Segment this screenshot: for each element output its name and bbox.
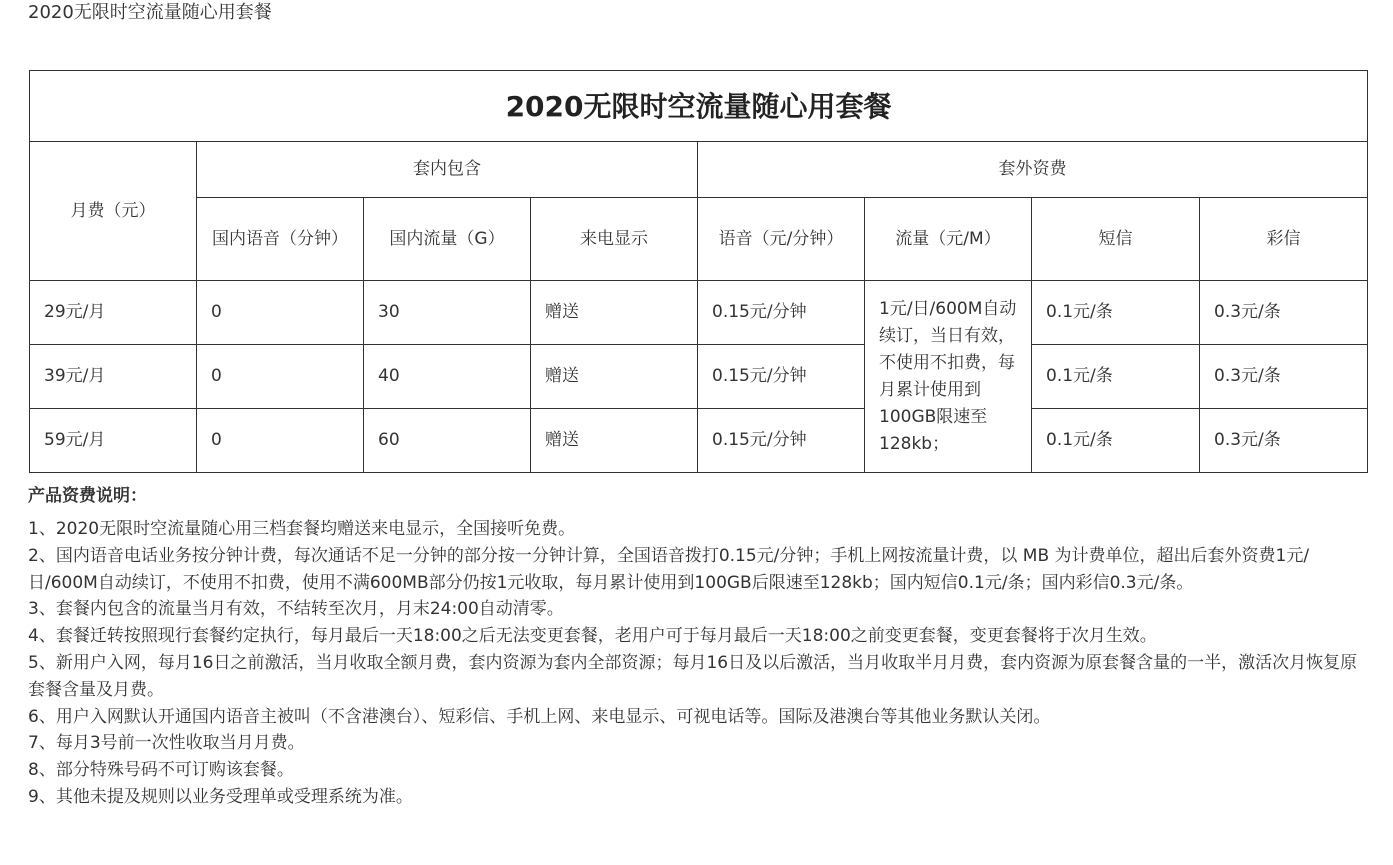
cell-voice: 0 bbox=[197, 281, 364, 345]
cell-voice-rate: 0.15元/分钟 bbox=[698, 345, 865, 409]
cell-sms: 0.1元/条 bbox=[1032, 281, 1200, 345]
page-title: 2020无限时空流量随心用套餐 bbox=[28, 2, 272, 23]
subheader-voice-rate: 语音（元/分钟） bbox=[698, 198, 865, 281]
fee-notes bbox=[28, 484, 1373, 811]
cell-data-rate: 1元/日/600M自动续订，当日有效，不使用不扣费，每月累计使用到100GB限速至128kb； bbox=[865, 281, 1032, 473]
subheader-voice-minutes: 国内语音（分钟） bbox=[197, 198, 364, 281]
cell-mms: 0.3元/条 bbox=[1200, 281, 1368, 345]
subheader-data-rate: 流量（元/M） bbox=[865, 198, 1032, 281]
cell-caller-id: 赠送 bbox=[531, 409, 698, 473]
note-item: 4、套餐迁转按照现行套餐约定执行，每月最后一天18:00之后无法变更套餐，老用户可于每月最后一天18:00之前变更套餐，变更套餐将于次月生效。 bbox=[28, 626, 1157, 647]
cell-data: 30 bbox=[364, 281, 531, 345]
subheader-mms: 彩信 bbox=[1200, 198, 1368, 281]
note-item: 1、2020无限时空流量随心用三档套餐均赠送来电显示，全国接听免费。 bbox=[28, 519, 576, 539]
header-extra: 套外资费 bbox=[698, 142, 1368, 198]
cell-voice: 0 bbox=[197, 345, 364, 409]
table-row bbox=[30, 345, 1368, 409]
table-title: 2020无限时空流量随心用套餐 bbox=[30, 71, 1368, 142]
cell-sms: 0.1元/条 bbox=[1032, 345, 1200, 409]
cell-mms: 0.3元/条 bbox=[1200, 409, 1368, 473]
cell-caller-id: 赠送 bbox=[531, 345, 698, 409]
cell-data: 40 bbox=[364, 345, 531, 409]
cell-voice-rate: 0.15元/分钟 bbox=[698, 409, 865, 473]
note-item: 3、套餐内包含的流量当月有效，不结转至次月，月末24:00自动清零。 bbox=[28, 599, 564, 620]
subheader-data-gb: 国内流量（G） bbox=[364, 198, 531, 281]
note-item: 8、部分特殊号码不可订购该套餐。 bbox=[28, 760, 294, 781]
notes-heading: 产品资费说明： bbox=[28, 486, 147, 506]
table-row bbox=[30, 281, 1368, 345]
subheader-sms: 短信 bbox=[1032, 198, 1200, 281]
cell-caller-id: 赠送 bbox=[531, 281, 698, 345]
table-row bbox=[30, 409, 1368, 473]
cell-fee: 39元/月 bbox=[30, 345, 197, 409]
subheader-caller-id: 来电显示 bbox=[531, 198, 698, 281]
cell-sms: 0.1元/条 bbox=[1032, 409, 1200, 473]
cell-data: 60 bbox=[364, 409, 531, 473]
header-included: 套内包含 bbox=[197, 142, 698, 198]
cell-voice-rate: 0.15元/分钟 bbox=[698, 281, 865, 345]
cell-fee: 59元/月 bbox=[30, 409, 197, 473]
note-item: 2、国内语音电话业务按分钟计费，每次通话不足一分钟的部分按一分钟计算，全国语音拨打0.15元/分钟；手机上网按流量计费，以 MB 为计费单位，超出后套外资费1元/日/600M自动续订，不使用不扣费，使用不满600MB部分仍按1元收取，每月累计使用到100GB后限速至128kb；国内短信0.1元/条；国内彩信0.3元/条。 bbox=[28, 545, 1310, 593]
note-item: 6、用户入网默认开通国内语音主被叫（不含港澳台）、短彩信、手机上网、来电显示、可视电话等。国际及港澳台等其他业务默认关闭。 bbox=[28, 706, 1051, 727]
cell-mms: 0.3元/条 bbox=[1200, 345, 1368, 409]
note-item: 7、每月3号前一次性收取当月月费。 bbox=[28, 733, 305, 754]
note-item: 5、新用户入网，每月16日之前激活，当月收取全额月费，套内资源为套内全部资源；每月16日及以后激活，当月收取半月月费，套内资源为原套餐含量的一半，激活次月恢复原套餐含量及月费。 bbox=[28, 652, 1358, 700]
cell-voice: 0 bbox=[197, 409, 364, 473]
note-item: 9、其他未提及规则以业务受理单或受理系统为准。 bbox=[28, 786, 413, 807]
plan-table bbox=[29, 70, 1368, 473]
cell-fee: 29元/月 bbox=[30, 281, 197, 345]
header-monthly-fee: 月费（元） bbox=[30, 142, 197, 281]
